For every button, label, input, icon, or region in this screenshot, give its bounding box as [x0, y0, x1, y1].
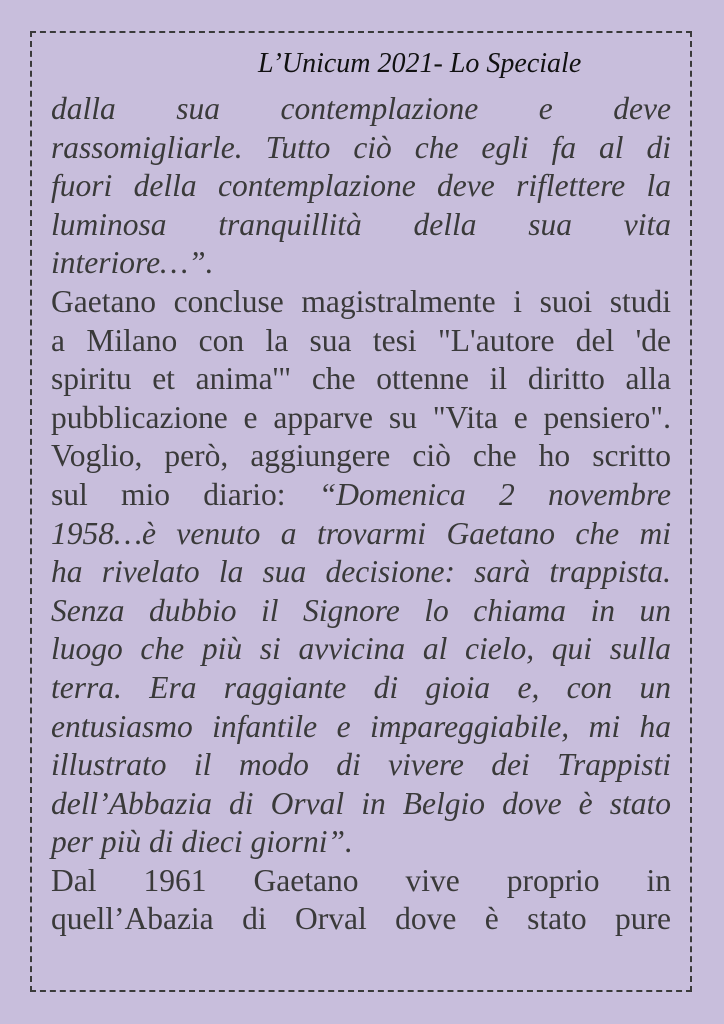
text-line: luminosa tranquillità della sua vita — [51, 206, 671, 242]
running-header: L’Unicum 2021- Lo Speciale — [258, 48, 582, 79]
text-line: illustrato il modo di vivere dei Trappisti — [51, 747, 671, 783]
text-line: Senza dubbio il Signore lo chiama in un — [51, 592, 671, 628]
text-line: a Milano con la sua tesi "L'autore del 'de — [51, 322, 671, 358]
text-line: 1958…è venuto a trovarmi Gaetano che mi — [51, 515, 671, 551]
text-line: spiritu et anima'" che ottenne il diritto alla — [51, 361, 671, 397]
text-line: quell’Abazia di Orval dove è stato pure — [51, 901, 671, 937]
text-line: rassomigliarle. Tutto ciò che egli fa al di — [51, 129, 671, 165]
text-line: fuori della contemplazione deve riflettere la — [51, 168, 671, 204]
article-body — [51, 90, 671, 939]
text-line: interiore…”. — [51, 245, 214, 281]
text-line: per più di dieci giorni”. — [51, 824, 353, 860]
text-line: entusiasmo infantile e impareggiabile, mi ha — [51, 708, 671, 744]
text-line: dalla sua contemplazione e deve — [51, 91, 671, 126]
text-line: Dal 1961 Gaetano vive proprio in — [51, 862, 671, 898]
text-line-mixed — [51, 476, 671, 515]
text-line: pubblicazione e apparve su "Vita e pensiero". — [51, 399, 671, 435]
text-line: ha rivelato la sua decisione: sarà trappista. — [51, 554, 671, 590]
text-line: Voglio, però, aggiungere ciò che ho scritto — [51, 438, 671, 474]
text-line: Gaetano concluse magistralmente i suoi studi — [51, 283, 671, 319]
text-line: dell’Abbazia di Orval in Belgio dove è stato — [51, 785, 671, 821]
text-line: terra. Era raggiante di gioia e, con un — [51, 669, 671, 705]
text-roman-part: sul mio diario: — [51, 476, 319, 512]
text-line: luogo che più si avvicina al cielo, qui sulla — [51, 631, 671, 667]
text-italic-part: “Domenica 2 novembre — [318, 476, 671, 512]
